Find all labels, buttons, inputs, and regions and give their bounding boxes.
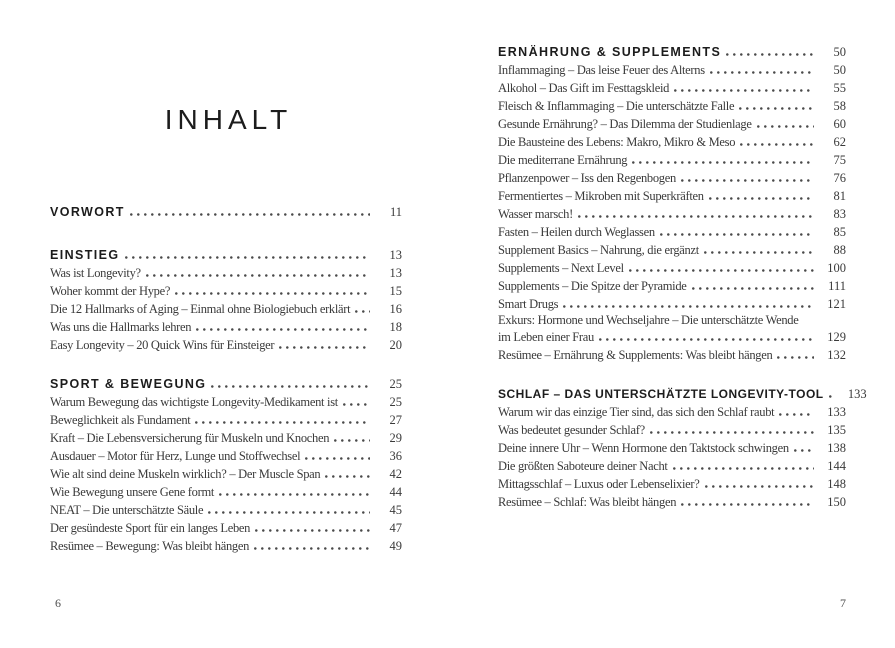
toc-entry-row bbox=[498, 151, 846, 169]
toc-entry-title: Resümee – Ernährung & Supplements: Was bleibt hängen bbox=[498, 348, 773, 362]
toc-entry-row bbox=[50, 300, 402, 318]
dot-leader-icon bbox=[599, 338, 814, 341]
toc-page-number: 76 bbox=[833, 171, 846, 185]
dot-leader-icon bbox=[254, 547, 370, 550]
toc-entry-title: Fermentiertes – Mikroben mit Superkräften bbox=[498, 189, 704, 203]
toc-entry-row bbox=[50, 465, 402, 483]
toc-entry-title: Exkurs: Hormone und Wechseljahre – Die unterschätzte Wende bbox=[498, 313, 799, 327]
dot-leader-icon bbox=[673, 467, 814, 470]
toc-entry-title: Resümee – Schlaf: Was bleibt hängen bbox=[498, 495, 677, 509]
dot-leader-icon bbox=[578, 215, 814, 218]
dot-leader-icon bbox=[757, 125, 814, 128]
toc-entry-title: im Leben einer Frau bbox=[498, 330, 594, 344]
toc-page-number: 75 bbox=[833, 153, 846, 167]
toc-section bbox=[498, 43, 846, 364]
toc-page-number: 36 bbox=[389, 449, 402, 463]
toc-entry-title: Kraft – Die Lebensversicherung für Muskeln und Knochen bbox=[50, 431, 330, 445]
toc-entry-title: Pflanzenpower – Iss den Regenbogen bbox=[498, 171, 676, 185]
dot-leader-icon bbox=[777, 356, 814, 359]
toc-page-number: 47 bbox=[389, 521, 402, 535]
toc-entry-title: Mittagsschlaf – Luxus oder Lebenselixier? bbox=[498, 477, 700, 491]
toc-entry-row bbox=[50, 282, 402, 300]
toc-page-number: 138 bbox=[827, 441, 846, 455]
toc-page-number: 100 bbox=[827, 261, 846, 275]
toc-entry-row bbox=[498, 439, 846, 457]
toc-entry-row bbox=[50, 264, 402, 282]
toc-entry-title: Die größten Saboteure deiner Nacht bbox=[498, 459, 668, 473]
toc-entry-row bbox=[498, 61, 846, 79]
toc-section-heading-row bbox=[50, 203, 402, 221]
toc-entry-row bbox=[50, 501, 402, 519]
toc-entry-title: Die Bausteine des Lebens: Makro, Mikro & Meso bbox=[498, 135, 736, 149]
toc-page-number: 85 bbox=[833, 225, 846, 239]
dot-leader-icon bbox=[175, 292, 370, 295]
dot-leader-icon bbox=[279, 346, 370, 349]
toc-page-number: 83 bbox=[833, 207, 846, 221]
toc-entry-row bbox=[498, 79, 846, 97]
dot-leader-icon bbox=[740, 143, 814, 146]
toc-entry-row bbox=[498, 205, 846, 223]
toc-entry-title: Warum wir das einzige Tier sind, das sich den Schlaf raubt bbox=[498, 405, 775, 419]
page-title: INHALT bbox=[164, 104, 293, 135]
toc-entry-title: Supplement Basics – Nahrung, die ergänzt bbox=[498, 243, 699, 257]
dot-leader-icon bbox=[195, 421, 370, 424]
toc-entry-title: Wie alt sind deine Muskeln wirklich? – Der Muscle Span bbox=[50, 467, 321, 481]
toc-page-number: 62 bbox=[833, 135, 846, 149]
toc-section bbox=[50, 203, 402, 221]
toc-section-heading: ERNÄHRUNG & SUPPLEMENTS bbox=[498, 45, 722, 59]
toc-entry-row bbox=[498, 97, 846, 115]
toc-entry-title: Easy Longevity – 20 Quick Wins für Einsteiger bbox=[50, 338, 275, 352]
toc-column-right bbox=[498, 43, 867, 511]
toc-page-number: 11 bbox=[389, 205, 402, 219]
toc-entry-row bbox=[50, 336, 402, 354]
toc-page-number: 18 bbox=[389, 320, 402, 334]
dot-leader-icon bbox=[709, 197, 814, 200]
toc-entry-row bbox=[50, 318, 402, 336]
toc-entry-title: Ausdauer – Motor für Herz, Lunge und Stoffwechsel bbox=[50, 449, 301, 463]
toc-page-number: 111 bbox=[828, 279, 846, 293]
toc-page-number: 135 bbox=[827, 423, 846, 437]
toc-section-heading: VORWORT bbox=[50, 205, 125, 219]
dot-leader-icon bbox=[629, 269, 814, 272]
toc-entry-row bbox=[498, 421, 846, 439]
toc-page-number: 55 bbox=[833, 81, 846, 95]
toc-entry-row bbox=[498, 223, 846, 241]
toc-entry-row bbox=[498, 259, 846, 277]
toc-page-number: 42 bbox=[389, 467, 402, 481]
dot-leader-icon bbox=[674, 89, 814, 92]
dot-leader-icon bbox=[660, 233, 814, 236]
toc-page-number: 44 bbox=[389, 485, 402, 499]
toc-page-number: 13 bbox=[389, 266, 402, 280]
toc-entry-title: Beweglichkeit als Fundament bbox=[50, 413, 191, 427]
toc-page-number: 50 bbox=[833, 45, 846, 59]
toc-section bbox=[498, 385, 867, 511]
toc-entry-row bbox=[50, 519, 402, 537]
dot-leader-icon bbox=[650, 431, 814, 434]
toc-entry-row bbox=[498, 493, 846, 511]
toc-entry-title: Inflammaging – Das leise Feuer des Alterns bbox=[498, 63, 705, 77]
toc-entry-row bbox=[498, 115, 846, 133]
toc-page-number: 27 bbox=[389, 413, 402, 427]
dot-leader-icon bbox=[681, 503, 814, 506]
toc-entry-title: Wasser marsch! bbox=[498, 207, 573, 221]
toc-column-left bbox=[50, 203, 402, 555]
toc-page-number: 133 bbox=[847, 387, 867, 401]
toc-entry-title: Warum Bewegung das wichtigste Longevity-Medikament ist bbox=[50, 395, 338, 409]
toc-entry-row bbox=[50, 393, 402, 411]
toc-page-number: 132 bbox=[827, 348, 846, 362]
toc-page-number: 45 bbox=[389, 503, 402, 517]
toc-entry-title: Fleisch & Inflammaging – Die unterschätzte Falle bbox=[498, 99, 735, 113]
dot-leader-icon bbox=[130, 213, 370, 216]
dot-leader-icon bbox=[343, 403, 370, 406]
toc-page-number: 29 bbox=[389, 431, 402, 445]
dot-leader-icon bbox=[211, 385, 370, 388]
toc-page-number: 20 bbox=[389, 338, 402, 352]
dot-leader-icon bbox=[563, 305, 814, 308]
dot-leader-icon bbox=[355, 310, 370, 313]
toc-entry-row bbox=[498, 169, 846, 187]
dot-leader-icon bbox=[726, 53, 814, 56]
toc-entry-title: Was uns die Hallmarks lehren bbox=[50, 320, 192, 334]
toc-page-number: 16 bbox=[389, 302, 402, 316]
toc-page-number: 148 bbox=[827, 477, 846, 491]
dot-leader-icon bbox=[125, 256, 370, 259]
toc-page-number: 25 bbox=[389, 395, 402, 409]
dot-leader-icon bbox=[255, 529, 370, 532]
toc-entry-title: Wie Bewegung unsere Gene formt bbox=[50, 485, 215, 499]
toc-entry-row bbox=[498, 241, 846, 259]
toc-entry-multiline bbox=[498, 313, 846, 346]
toc-entry-title: Der gesündeste Sport für ein langes Leben bbox=[50, 521, 251, 535]
dot-leader-icon bbox=[779, 413, 814, 416]
toc-page-number: 15 bbox=[389, 284, 402, 298]
toc-entry-title: Was ist Longevity? bbox=[50, 266, 141, 280]
dot-leader-icon bbox=[219, 493, 370, 496]
toc-entry-row bbox=[498, 403, 846, 421]
toc-entry-title: Supplements – Die Spitze der Pyramide bbox=[498, 279, 687, 293]
dot-leader-icon bbox=[334, 439, 370, 442]
toc-page-number: 121 bbox=[827, 297, 846, 311]
toc-entry-title: Alkohol – Das Gift im Festtagskleid bbox=[498, 81, 670, 95]
toc-page-number: 144 bbox=[827, 459, 846, 473]
toc-entry-row bbox=[50, 537, 402, 555]
toc-entry-row bbox=[50, 483, 402, 501]
toc-section bbox=[50, 375, 402, 555]
dot-leader-icon bbox=[146, 274, 370, 277]
toc-entry-row bbox=[498, 475, 846, 493]
dot-leader-icon bbox=[208, 511, 370, 514]
toc-entry-row bbox=[50, 429, 402, 447]
toc-entry-row bbox=[498, 133, 846, 151]
dot-leader-icon bbox=[325, 475, 370, 478]
toc-page-number: 150 bbox=[827, 495, 846, 509]
dot-leader-icon bbox=[305, 457, 370, 460]
toc-page-number: 81 bbox=[833, 189, 846, 203]
toc-page-number: 13 bbox=[389, 248, 402, 262]
toc-section bbox=[50, 246, 402, 354]
toc-entry-title: Deine innere Uhr – Wenn Hormone den Taktstock schwingen bbox=[498, 441, 789, 455]
dot-leader-icon bbox=[632, 161, 814, 164]
toc-entry-title: Resümee – Bewegung: Was bleibt hängen bbox=[50, 539, 250, 553]
toc-section-heading: SPORT & BEWEGUNG bbox=[50, 377, 207, 391]
toc-entry-row bbox=[50, 447, 402, 465]
toc-section-heading-row bbox=[50, 375, 402, 393]
toc-page-number: 88 bbox=[833, 243, 846, 257]
dot-leader-icon bbox=[829, 395, 835, 398]
dot-leader-icon bbox=[692, 287, 814, 290]
toc-entry-title: Die mediterrane Ernährung bbox=[498, 153, 628, 167]
toc-entry-row bbox=[498, 187, 846, 205]
dot-leader-icon bbox=[739, 107, 814, 110]
toc-page-number: 129 bbox=[827, 330, 846, 344]
dot-leader-icon bbox=[710, 71, 814, 74]
toc-page-number: 58 bbox=[833, 99, 846, 113]
toc-section-heading-row bbox=[498, 43, 846, 61]
toc-entry-row bbox=[50, 411, 402, 429]
toc-entry-title: Was bedeutet gesunder Schlaf? bbox=[498, 423, 645, 437]
toc-entry-title: Die 12 Hallmarks of Aging – Einmal ohne Biologiebuch erklärt bbox=[50, 302, 351, 316]
toc-entry-row bbox=[498, 277, 846, 295]
toc-entry-row bbox=[498, 457, 846, 475]
toc-section-heading: SCHLAF – DAS UNTERSCHÄTZTE LONGEVITY-TOOL bbox=[498, 387, 824, 401]
dot-leader-icon bbox=[704, 251, 814, 254]
toc-entry-title: Supplements – Next Level bbox=[498, 261, 624, 275]
toc-entry-row bbox=[498, 346, 846, 364]
toc-section-heading: EINSTIEG bbox=[50, 248, 120, 262]
toc-page-number: 50 bbox=[833, 63, 846, 77]
toc-entry-row bbox=[498, 295, 846, 313]
toc-page-number: 133 bbox=[827, 405, 846, 419]
toc-entry-title: Fasten – Heilen durch Weglassen bbox=[498, 225, 655, 239]
toc-section-heading-row bbox=[498, 385, 867, 403]
toc-page-number: 25 bbox=[389, 377, 402, 391]
toc-entry-title: NEAT – Die unterschätzte Säule bbox=[50, 503, 204, 517]
toc-entry-title: Gesunde Ernährung? – Das Dilemma der Studienlage bbox=[498, 117, 752, 131]
toc-page-number: 49 bbox=[389, 539, 402, 553]
dot-leader-icon bbox=[196, 328, 370, 331]
dot-leader-icon bbox=[681, 179, 814, 182]
page-number-left: 6 bbox=[55, 596, 61, 610]
toc-entry-title: Woher kommt der Hype? bbox=[50, 284, 171, 298]
toc-entry-row bbox=[498, 328, 846, 346]
toc-entry-title: Smart Drugs bbox=[498, 297, 559, 311]
dot-leader-icon bbox=[705, 485, 814, 488]
dot-leader-icon bbox=[794, 449, 814, 452]
toc-page-number: 60 bbox=[833, 117, 846, 131]
toc-section-heading-row bbox=[50, 246, 402, 264]
page-number-right: 7 bbox=[840, 596, 846, 610]
